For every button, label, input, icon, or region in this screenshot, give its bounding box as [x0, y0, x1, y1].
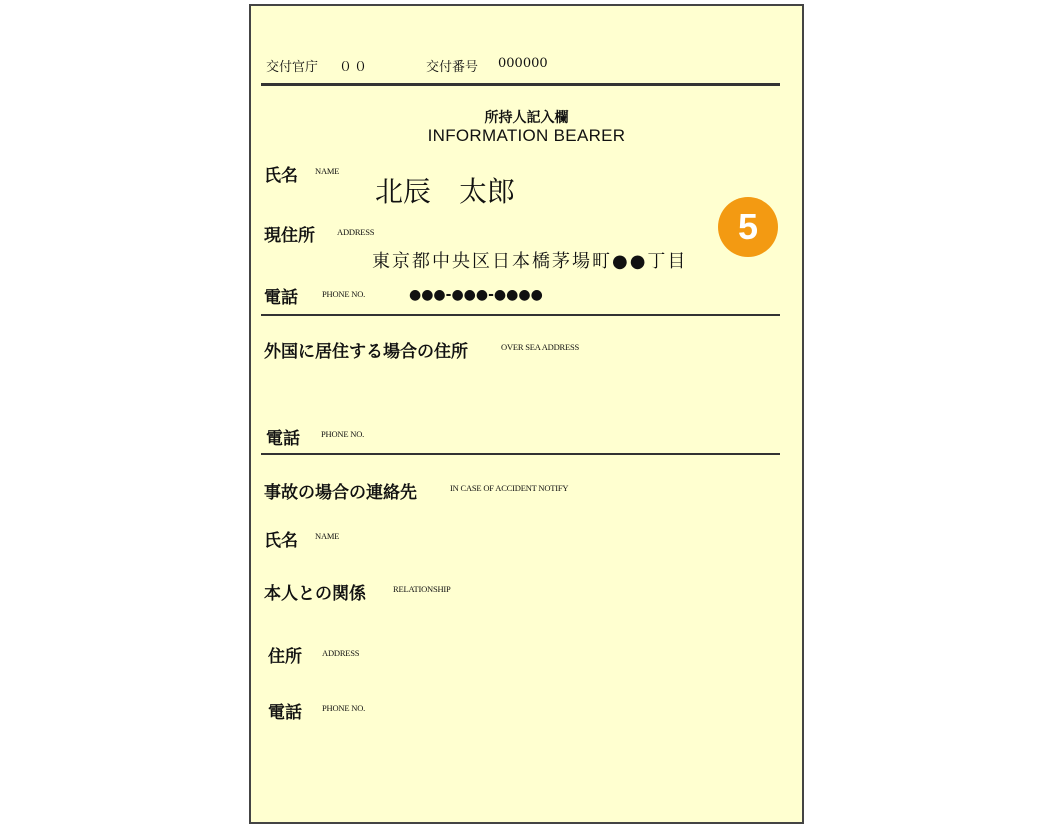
section-divider-2	[261, 453, 780, 455]
overseas-address-label: 外国に居住する場合の住所	[264, 342, 468, 362]
bearer-name-label: 氏名	[264, 166, 298, 186]
passport-info-card	[249, 4, 804, 824]
header-divider	[261, 83, 780, 86]
emergency-phone-label: 電話	[268, 703, 302, 723]
bearer-address-label: 現住所	[264, 226, 315, 246]
section-title-en: INFORMATION BEARER	[427, 126, 626, 145]
emergency-name-label: 氏名	[264, 531, 298, 551]
emergency-contact-label-en: IN CASE OF ACCIDENT NOTIFY	[450, 483, 569, 493]
issue-number-value: 000000	[498, 56, 548, 71]
overseas-address-label-en: OVER SEA ADDRESS	[501, 342, 580, 352]
bearer-address-value: 東京都中央区日本橋茅場町●●丁目	[372, 251, 688, 272]
relationship-label: 本人との関係	[264, 584, 366, 604]
bearer-name-label-en: NAME	[315, 166, 340, 176]
bearer-address-label-en: ADDRESS	[337, 227, 375, 237]
relationship-label-en: RELATIONSHIP	[393, 584, 451, 594]
section-divider-1	[261, 314, 780, 316]
bearer-phone-label: 電話	[264, 288, 298, 308]
overseas-phone-label-en: PHONE NO.	[321, 429, 365, 439]
emergency-phone-label-en: PHONE NO.	[322, 703, 366, 713]
step-number-badge: 5	[718, 197, 778, 257]
bearer-name-value: 北辰 太郎	[375, 175, 516, 208]
bearer-phone-label-en: PHONE NO.	[322, 289, 366, 299]
emergency-address-label-en: ADDRESS	[322, 648, 360, 658]
bearer-phone-value: ●●●-●●●-●●●●	[409, 287, 543, 303]
issuing-office-value: ００	[339, 60, 370, 75]
emergency-address-label: 住所	[268, 647, 302, 667]
issuing-office-label: 交付官庁	[266, 60, 319, 75]
emergency-contact-label: 事故の場合の連絡先	[264, 483, 417, 503]
emergency-name-label-en: NAME	[315, 531, 340, 541]
overseas-phone-label: 電話	[266, 429, 300, 449]
section-title-ja: 所持人記入欄	[484, 110, 569, 126]
issue-number-label: 交付番号	[426, 60, 479, 75]
